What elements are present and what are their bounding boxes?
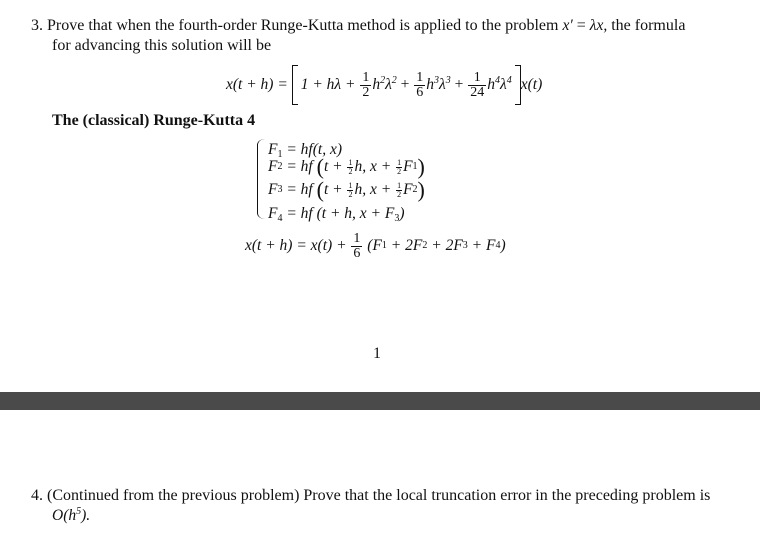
problem-3 [31, 17, 685, 35]
term-h4: $h^4\lambda^4$ [487, 75, 512, 93]
formula-lhs: x(t + h) = [226, 76, 288, 93]
rk4-f4: $F_4$ = hf (t + h, $x + F_3$) [268, 205, 405, 224]
main-formula: x(t + h) = 1 + hλ + $\frac{1}{2}$ $h^2\lambda^2$ + $\frac{1}{6}$ $h^3\lambda^3$ + $\frac{1}{24}$ $h^4\lambda^4$ x(t) [226, 63, 542, 107]
left-bracket [292, 65, 298, 105]
rk4-f2: F 2 = hf ( t + $\frac{1}{2}$ h, x + $\frac{1}{2}$ F 1 ) [268, 154, 425, 179]
problem-3-line2: for advancing this solution will be [52, 37, 272, 54]
term-h3: $h^3\lambda^3$ [426, 75, 451, 93]
page-number: 1 [373, 345, 381, 362]
problem-3-number: 3. [31, 17, 43, 34]
problem-4 [31, 487, 710, 505]
formula-term1: 1 + hλ + [300, 76, 356, 93]
problem-4-line1: (Continued from the previous problem) Prove that the local truncation error in the preceding problem is [47, 487, 711, 504]
problem-3-line1-pre: Prove that when the fourth-order Runge-Kutta method is applied to the problem [47, 17, 559, 34]
fraction-update: $\frac{1}{6}$ [353, 230, 361, 261]
formula-rhs: x(t) [520, 76, 543, 93]
rk4-heading: The (classical) Runge-Kutta 4 [52, 112, 256, 129]
ode-rhs: λx, [589, 17, 608, 34]
problem-4-big-o: $O(h^5)$. [52, 506, 91, 524]
system-brace [257, 139, 266, 219]
rk4-f1: $F_1 = hf(t$, x) [268, 141, 342, 160]
fraction-24th: $\frac{1}{24}$ [470, 69, 485, 100]
rk4-update: x(t + h) = x(t) + $\frac{1}{6}$ (F 1 + 2F 2 + 2F 3 + F 4 ) [245, 230, 506, 261]
rk4-f3: F 3 = hf ( t + $\frac{1}{2}$ h, x + $\frac{1}{2}$ F 2 ) [268, 177, 425, 202]
problem-4-number: 4. [31, 487, 43, 504]
problem-3-line1-post: the formula [611, 17, 686, 34]
ode-lhs: x′ [562, 17, 573, 34]
ode-eq: = [576, 17, 586, 34]
page-divider [0, 392, 760, 410]
fraction-sixth: $\frac{1}{6}$ [416, 69, 424, 100]
term-h2: $h^2\lambda^2$ [372, 75, 397, 93]
fraction-half: $\frac{1}{2}$ [362, 69, 370, 100]
